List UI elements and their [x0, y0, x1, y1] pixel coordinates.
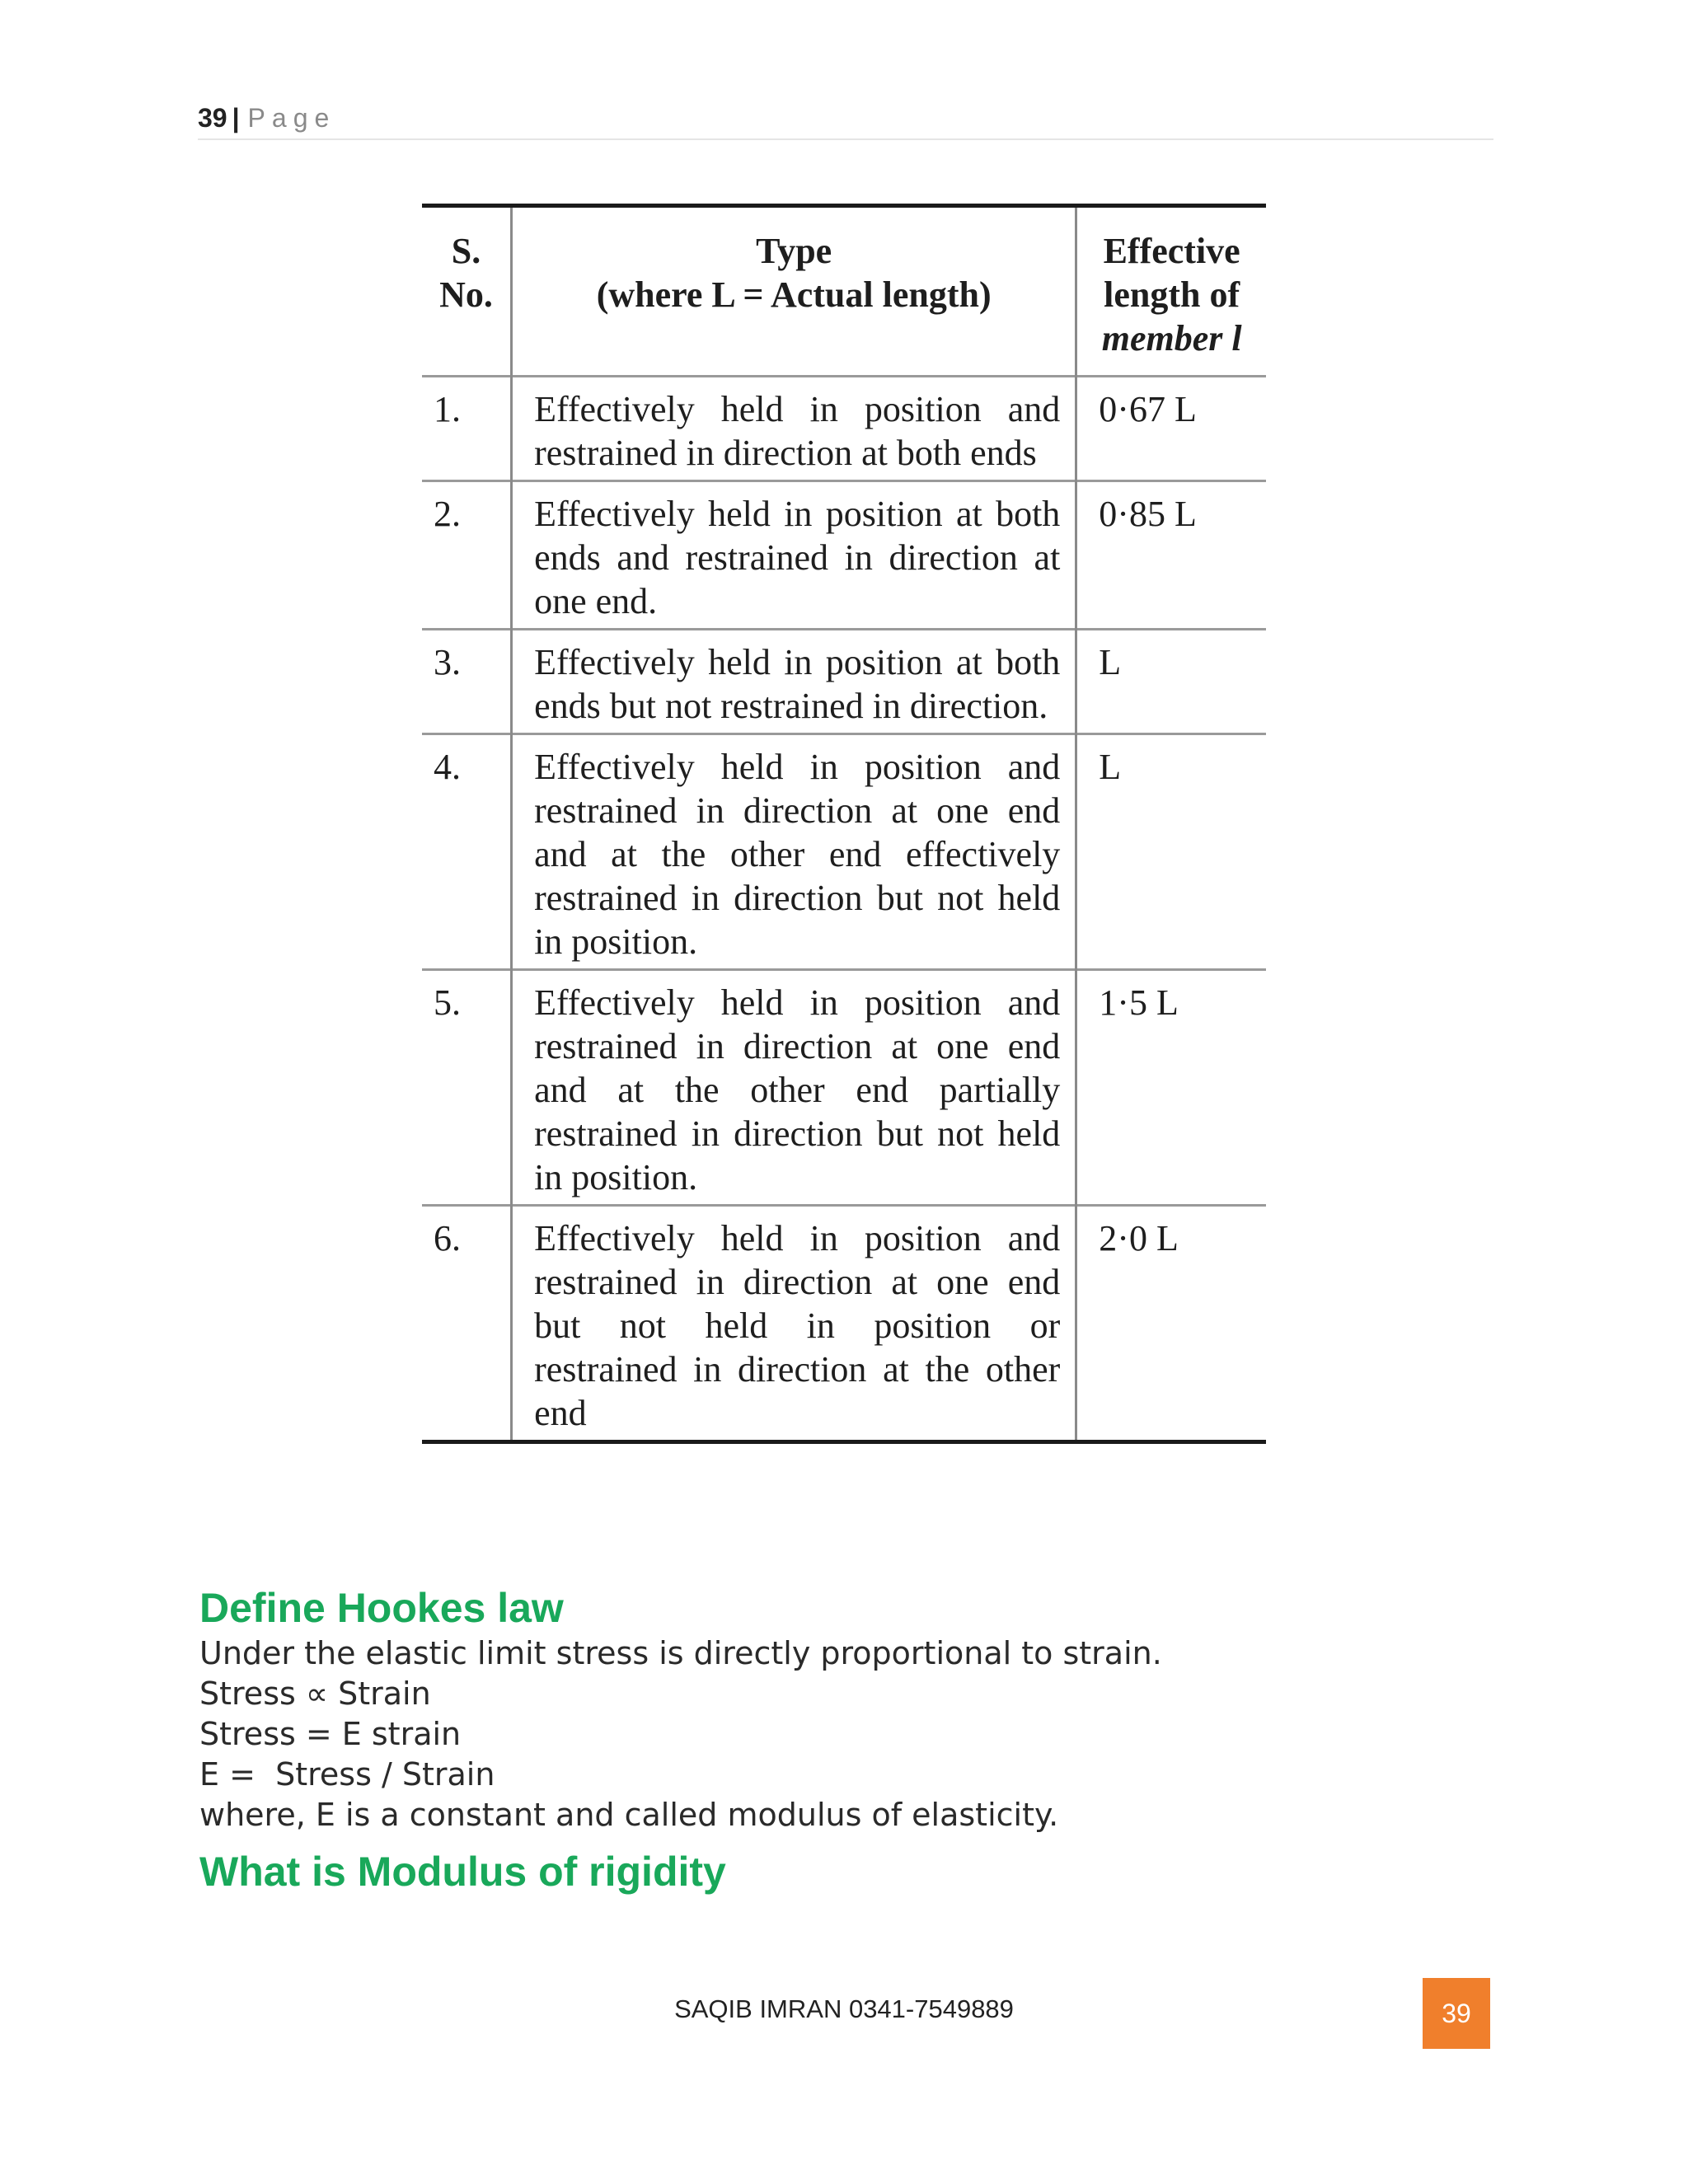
row-length: 1·5 L [1099, 982, 1179, 1023]
header-page-word: Page [247, 103, 336, 133]
header-effective-length [1076, 206, 1266, 377]
header-length-line: member l [1101, 318, 1242, 359]
table-row [422, 1206, 1266, 1442]
header-sno [422, 206, 512, 377]
row-sno: 4. [422, 734, 512, 970]
row-sno: 5. [422, 970, 512, 1206]
row-type: Effectively held in position at both ends and restrained in direction at one end. [512, 481, 1076, 630]
row-length: L [1099, 747, 1122, 787]
row-type: Effectively held in position at both ends but not restrained in direction. [512, 630, 1076, 734]
row-length: L [1099, 642, 1122, 682]
header-type-line: Type [756, 231, 832, 271]
header-type [512, 206, 1076, 377]
effective-length-table [422, 204, 1266, 1444]
body-line: E = Stress / Strain [199, 1756, 495, 1793]
hookes-law-body [199, 1633, 1162, 1835]
row-sno: 3. [422, 630, 512, 734]
header-separator: | [232, 103, 240, 133]
row-type: Effectively held in position and restrained in direction at one end and at the other end partially restrained in direction but not held in position. [512, 970, 1076, 1206]
body-line: Stress = E strain [199, 1716, 462, 1752]
row-sno: 1. [422, 377, 512, 481]
hookes-law-heading: Define Hookes law [199, 1585, 564, 1631]
header-sno-line: S. [451, 231, 481, 271]
table-row [422, 481, 1266, 630]
table-row [422, 377, 1266, 481]
header-page-number: 39 [198, 103, 227, 133]
header-length-line: Effective [1103, 231, 1240, 271]
body-line: Stress ∝ Strain [199, 1675, 431, 1712]
footer-author: SAQIB IMRAN 0341-7549889 [674, 1994, 1014, 2023]
table-header-row [422, 206, 1266, 377]
page-header [198, 97, 1493, 140]
table-row [422, 734, 1266, 970]
modulus-rigidity-heading: What is Modulus of rigidity [199, 1849, 726, 1895]
header-length-line: length of [1104, 274, 1240, 315]
table-row [422, 970, 1266, 1206]
row-length: 2·0 L [1099, 1218, 1179, 1258]
row-type: Effectively held in position and restrained in direction at both ends [512, 377, 1076, 481]
row-length: 0·67 L [1099, 389, 1197, 429]
table-row [422, 630, 1266, 734]
row-type: Effectively held in position and restrained in direction at one end and at the other end effectively restrained in direction but not held in position. [512, 734, 1076, 970]
body-line: Under the elastic limit stress is directly proportional to strain. [199, 1635, 1162, 1671]
row-sno: 2. [422, 481, 512, 630]
row-length: 0·85 L [1099, 494, 1197, 534]
header-type-line: (where L = Actual length) [596, 274, 992, 315]
body-line: where, E is a constant and called modulus of elasticity. [199, 1797, 1059, 1833]
page-number-badge: 39 [1423, 1978, 1490, 2049]
header-sno-line: No. [439, 274, 493, 315]
row-type: Effectively held in position and restrained in direction at one end but not held in position or restrained in direction at the other end [512, 1206, 1076, 1442]
row-sno: 6. [422, 1206, 512, 1442]
